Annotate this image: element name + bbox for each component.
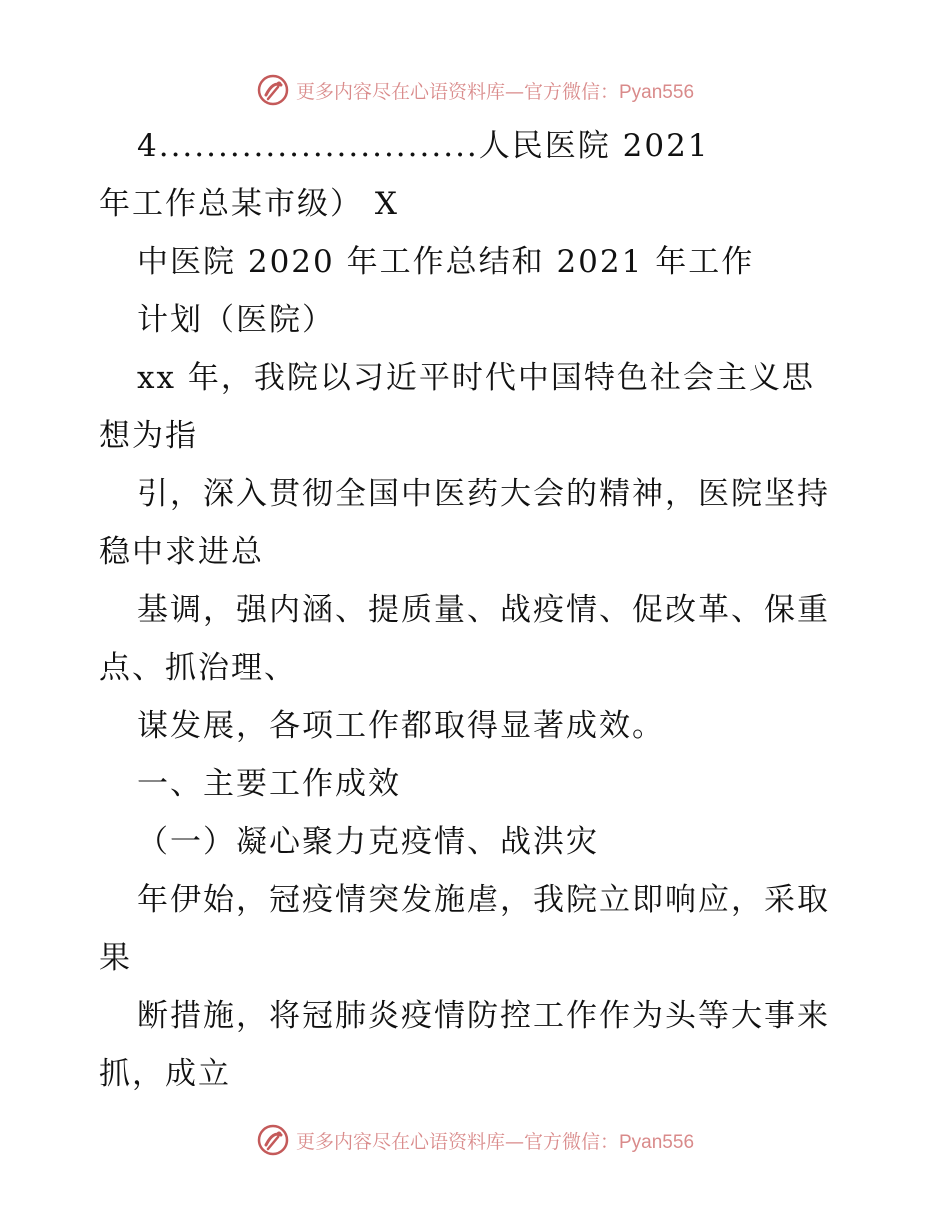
doc-line: 引，深入贯彻全国中医药大会的精神，医院坚持: [137, 476, 830, 512]
watermark-header: [0, 70, 950, 110]
doc-line: 年工作总某市级） X: [99, 186, 399, 222]
doc-line: 抓，成立: [99, 1056, 231, 1092]
doc-line: 年伊始，冠疫情突发施虐，我院立即响应，采取: [137, 882, 830, 918]
watermark-footer-inner: [256, 1123, 694, 1157]
watermark-footer: [0, 1120, 950, 1160]
doc-line: 断措施，将冠肺炎疫情防控工作作为头等大事来: [137, 998, 830, 1034]
doc-line: 中医院 2020 年工作总结和 2021 年工作: [137, 244, 755, 280]
doc-line: 稳中求进总: [99, 534, 264, 570]
doc-line: 计划（医院）: [137, 302, 335, 338]
doc-line: 4...........................人民医院 2021: [137, 128, 710, 164]
watermark-wechat-id: Pyan556: [619, 1131, 695, 1153]
watermark-wechat-id: Pyan556: [619, 81, 695, 103]
doc-line: 谋发展，各项工作都取得显著成效。: [137, 708, 665, 744]
watermark-text: [296, 1127, 694, 1154]
doc-line: 果: [99, 940, 132, 976]
doc-line: 点、抓治理、: [99, 650, 297, 686]
watermark-header-inner: [256, 73, 694, 107]
subsection-heading: （一）凝心聚力克疫情、战洪灾: [137, 824, 599, 860]
doc-line: xx 年，我院以习近平时代中国特色社会主义思: [137, 360, 815, 396]
brand-logo-icon: [256, 73, 290, 107]
watermark-label: 更多内容尽在心语资料库—官方微信：: [295, 1130, 619, 1153]
brand-logo-icon: [256, 1123, 290, 1157]
watermark-text: [296, 77, 694, 104]
watermark-label: 更多内容尽在心语资料库—官方微信：: [295, 80, 619, 103]
doc-line: 想为指: [99, 418, 198, 454]
doc-line: 基调，强内涵、提质量、战疫情、促改革、保重: [137, 592, 830, 628]
section-heading: 一、主要工作成效: [137, 766, 401, 802]
